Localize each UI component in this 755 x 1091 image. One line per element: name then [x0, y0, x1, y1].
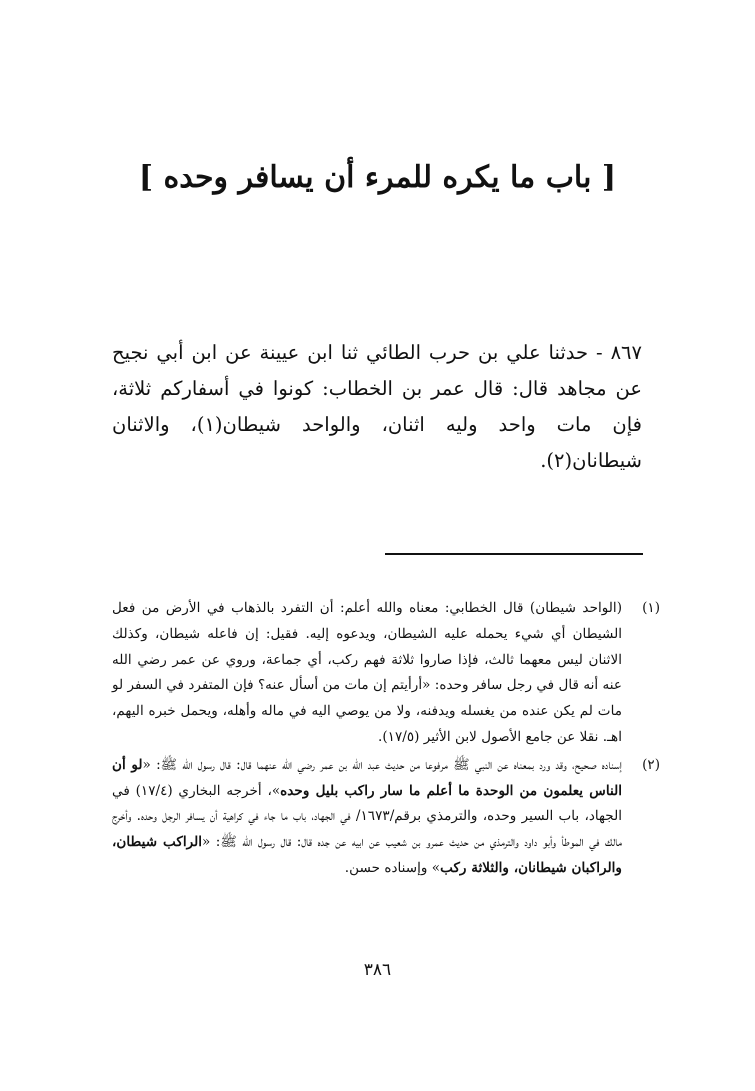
footnote-divider — [385, 553, 643, 555]
footnote-marker: (١) — [642, 600, 660, 616]
footnote-text — [112, 753, 622, 882]
footnote-text-segment: » وإسناده حسن. — [344, 859, 441, 876]
footnote-text-segment: »، أخرجه البخاري (١٧/٤) في الجهاد، باب السير وحده، والترمذي برقم/١٦٧٣/ في الجهاد، باب ما جاء في كراهية أن يسافر الرجل وحده. وأخرج مالك في الموطأ وأبو داود والترمذي من حديث عمرو بن شعيب عن ابيه عن جده قال: قال رسول الله ﷺ: « — [112, 782, 622, 851]
footnotes-section — [112, 596, 660, 884]
footnote-text: (الواحد شيطان) قال الخطابي: معناه والله أعلم: أن التفرد بالذهاب في الأرض من فعل الشيطان أي شيء يحمله عليه الشيطان، ويدعوه إليه. فقيل: إن فاعله شيطان، وكذلك الاثنان ليس معهما ثالث، فإذا صاروا ثلاثة فهم ركب، أي جماعة، وروي عن عمر رضي الله عنه أنه قال في رجل سافر وحده: «أرأيتم إن مات من أسأل عنه؟ فإن المتفرد في السفر لو مات لم يكن عنده من يغسله ويدفنه، ولا من يوصي اليه في ماله وأهله، ويحمل خبره اليهم، اهـ. نقلا عن جامع الأصول لابن الأثير (١٧/٥). — [112, 600, 622, 745]
footnote-marker: (٢) — [642, 756, 660, 773]
footnote-1 — [112, 596, 660, 751]
page-number: ٣٨٦ — [363, 960, 392, 980]
chapter-title: [ باب ما يكره للمرء أن يسافر وحده ] — [138, 160, 617, 195]
hadith-paragraph — [112, 335, 642, 479]
footnote-text-segment: إسناده صحيح، وقد ورد بمعناه عن النبي ﷺ مرفوعا من حديث عبد الله بن عمر رضي الله عنهما قال: قال رسول الله ﷺ: « — [142, 756, 622, 773]
hadith-quote-bold: لو أن الناس يعلمون من الوحدة ما أعلم ما سار راكب بليل وحده — [112, 756, 622, 799]
hadith-quote-bold: الراكب شيطان، والراكبان شيطانان، والثلاثة ركب — [112, 834, 622, 876]
footnote-2 — [112, 753, 660, 882]
hadith-text: حدثنا علي بن حرب الطائي ثنا ابن عيينة عن ابن أبي نجيح عن مجاهد قال: قال عمر بن الخطاب: كونوا في أسفاركم ثلاثة، فإن مات واحد وليه اثنان، والواحد شيطان(١)، والاثنان شيطانان(٢). — [112, 341, 642, 472]
hadith-number: ٨٦٧ - — [596, 341, 642, 364]
